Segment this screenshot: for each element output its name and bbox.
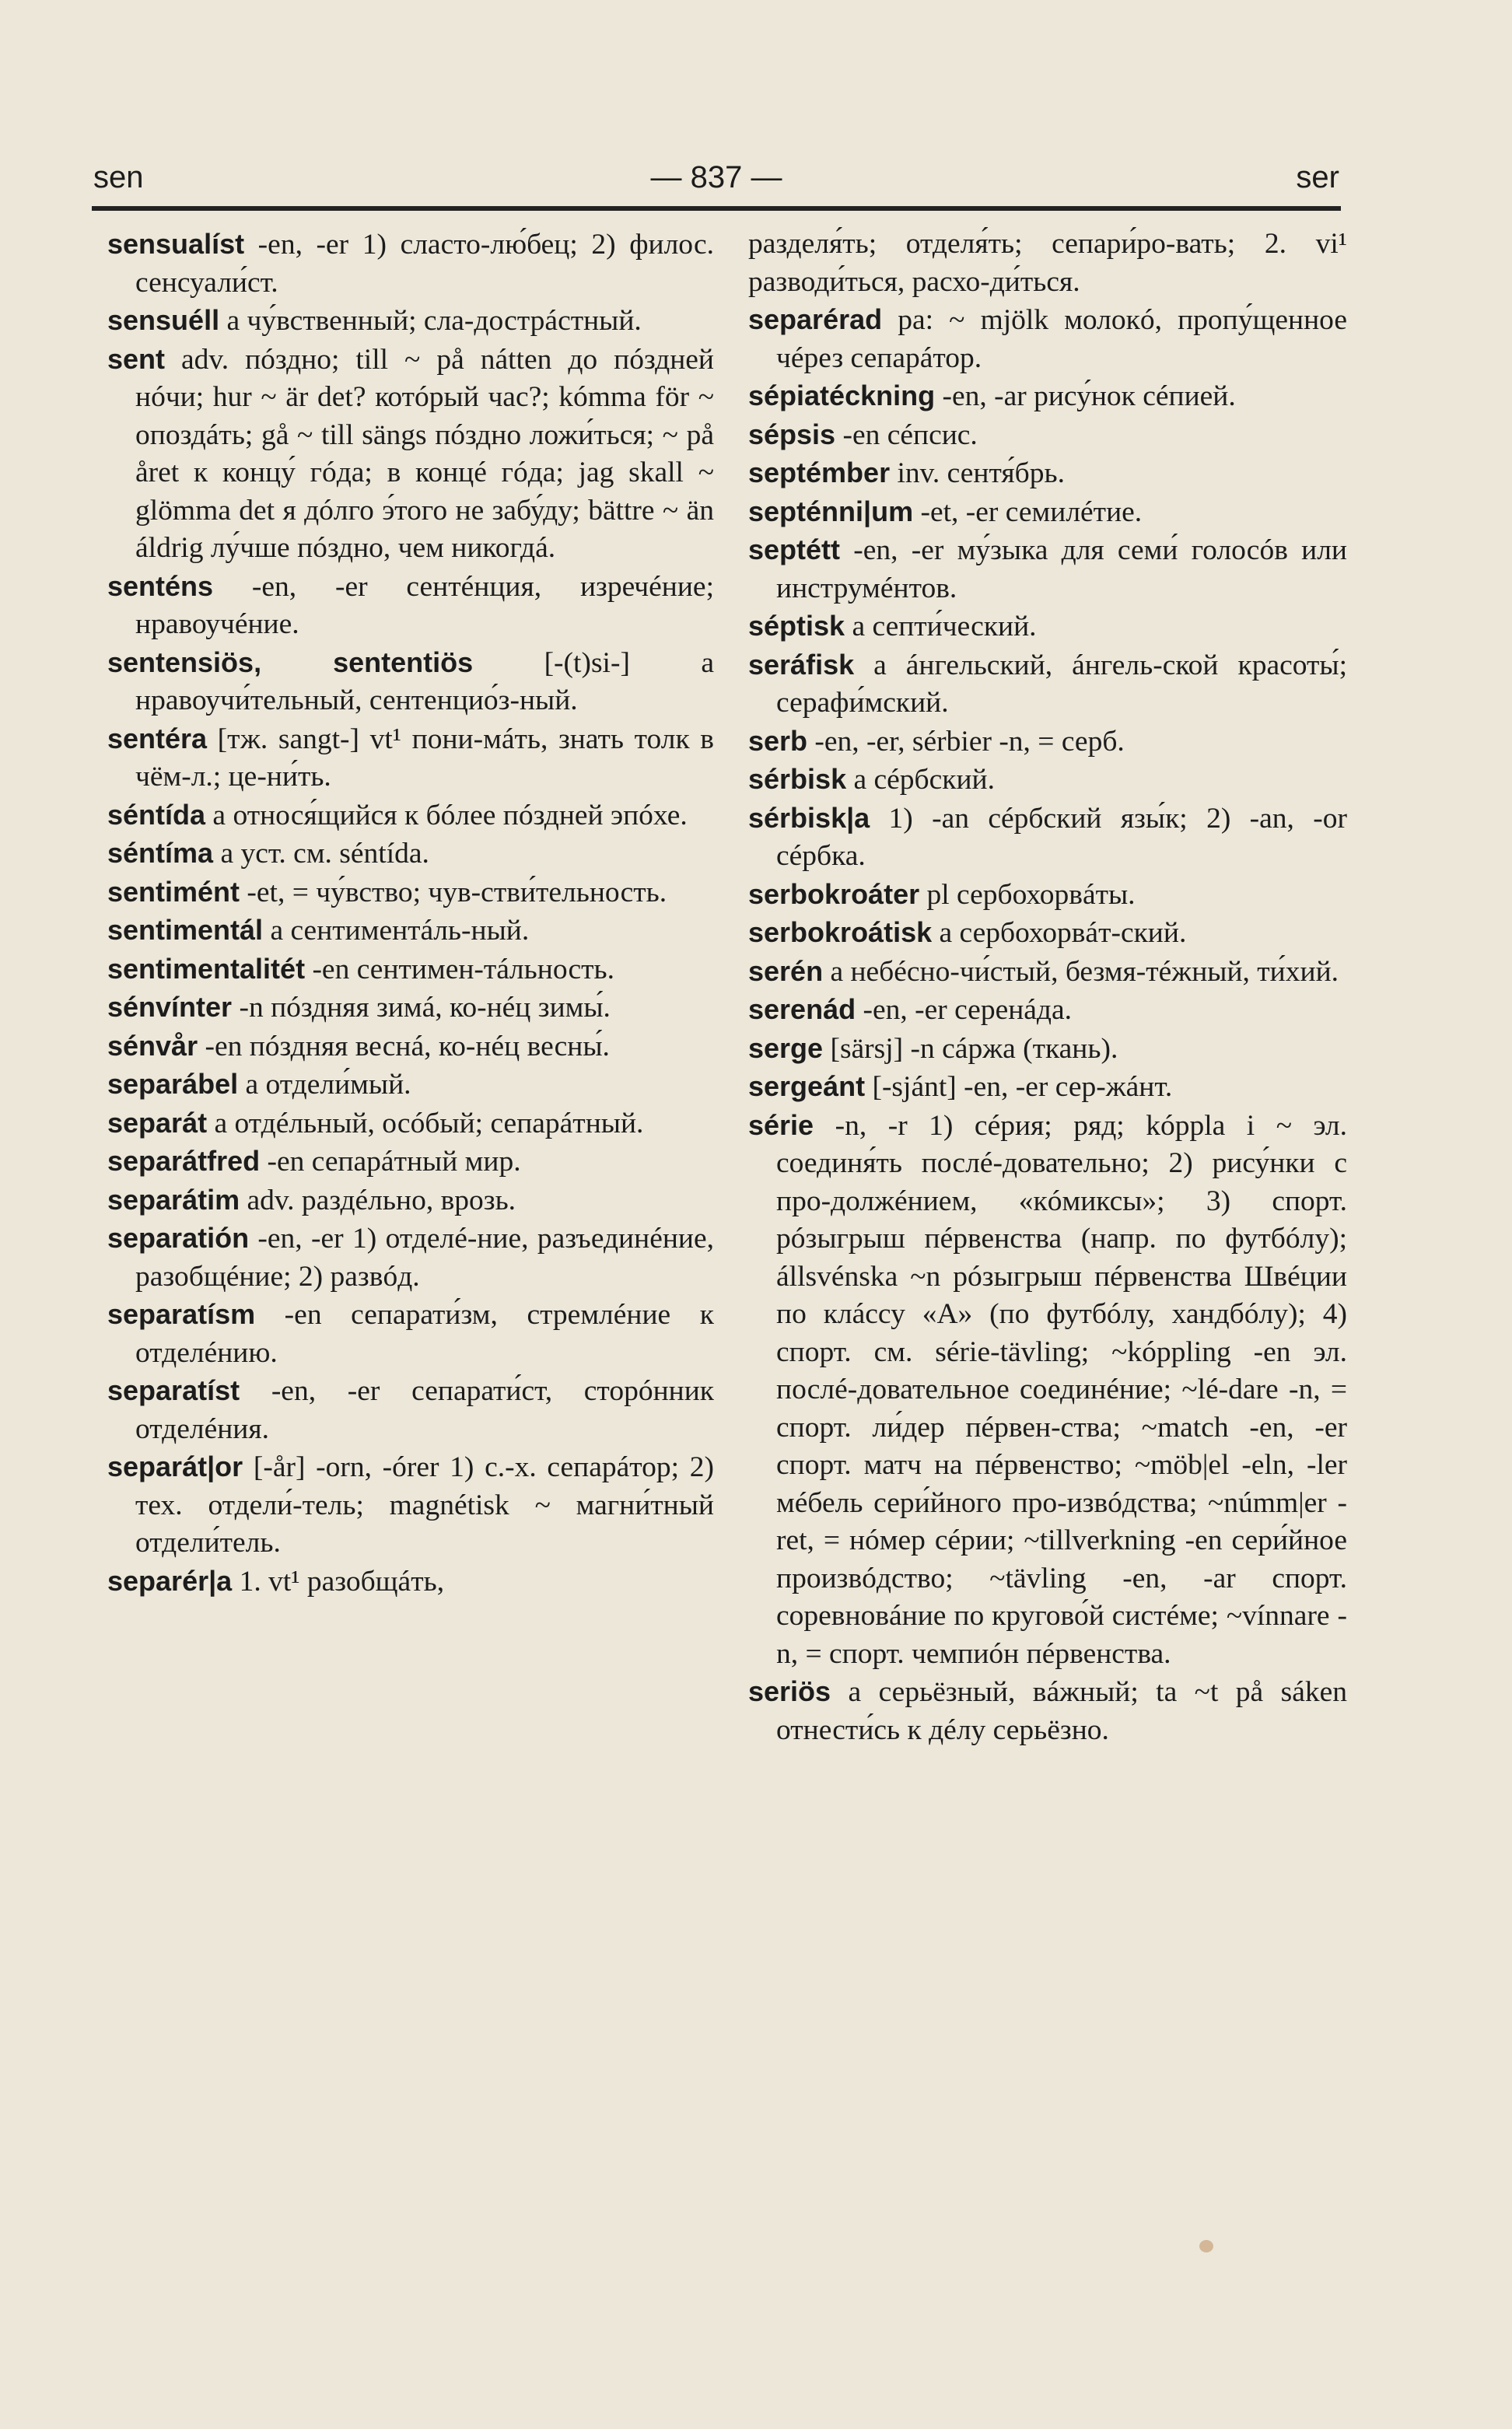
headword: sentéra — [107, 722, 208, 754]
dictionary-entry — [107, 1027, 714, 1066]
headword: séptisk — [748, 610, 845, 642]
entry-definition: [тж. sangt-] vt¹ пони-мáть, знать толк в чём-л.; це-ни́ть. — [135, 723, 714, 793]
entry-definition: [-sjánt] -en, -er сер-жáнт. — [865, 1071, 1173, 1103]
dictionary-entry — [107, 1181, 714, 1220]
headword: sépsis — [748, 418, 836, 450]
dictionary-entry — [107, 912, 714, 950]
headword: separatíst — [107, 1374, 240, 1406]
headword: sensuéll — [107, 304, 220, 336]
headword: sérbisk|a — [748, 801, 870, 834]
entry-definition: -en, -er, sérbier -n, = серб. — [807, 725, 1125, 758]
dictionary-entry — [748, 646, 1347, 723]
entry-definition: [-(t)si-] a нравоучи́тельный, сентенцио́з-ный. — [135, 646, 714, 716]
headword: sentimentál — [107, 914, 264, 946]
entry-definition: 1. vt¹ разобщáть, — [232, 1565, 445, 1598]
headword: sentimént — [107, 875, 240, 908]
dictionary-entry — [748, 377, 1347, 416]
entry-definition: -en, -er 1) сласто-лю́бец; 2) филос. сенсуали́ст. — [135, 229, 714, 299]
dictionary-entry — [107, 1372, 714, 1448]
dictionary-entry — [107, 720, 714, 796]
dictionary-entry — [748, 991, 1347, 1030]
entry-definition: 1) -an сéрбский язы́к; 2) -an, -or сéрбка. — [776, 802, 1347, 872]
entry-definition: a септи́ческий. — [845, 611, 1037, 642]
entry-definition: a отдéльный, осóбый; сепарáтный. — [207, 1107, 644, 1139]
entry-definition: inv. сентя́брь. — [890, 457, 1065, 489]
headword: série — [748, 1108, 814, 1141]
headword: septémber — [748, 457, 891, 488]
headword: sensualíst — [107, 228, 245, 260]
entry-definition: pa: ~ mjölk молокó, пропу́щенное чéрез сепарáтор. — [776, 304, 1347, 374]
dictionary-entry — [748, 800, 1347, 876]
headword: serenád — [748, 993, 856, 1025]
headword: seriös — [748, 1675, 831, 1707]
entry-definition: -en, -er 1) отделé-ние, разъединéние, разобщéние; 2) развóд. — [135, 1223, 714, 1293]
page-header — [92, 156, 1341, 202]
headword: serge — [748, 1031, 824, 1064]
dictionary-entry — [107, 1220, 714, 1296]
dictionary-entry — [107, 1104, 714, 1143]
entry-definition: adv. пóздно; till ~ på nátten до пóздней нóчи; hur ~ är det? котóрый час?; kómma för ~ опоздáть; gå ~ till sängs пóздно ложи́ться; ~ på året к концу́ гóда; в концé гóда; jag skall ~ glömma det я дóлго э́того не забу́ду; bättre ~ än áldrig лу́чше пóздно, чем никогдá. — [135, 343, 714, 564]
headword: septénni|um — [748, 495, 914, 527]
dictionary-entry — [748, 531, 1347, 607]
entry-definition: pl сербохорвáты. — [919, 878, 1136, 911]
entry-continuation: разделя́ть; отделя́ть; сепари́ро-вать; 2. vi¹ разводи́ться, расхо-ди́ться. — [748, 228, 1347, 298]
dictionary-entry — [107, 1143, 714, 1181]
dictionary-entry — [107, 950, 714, 989]
headword: septétt — [748, 534, 841, 565]
dictionary-entry — [107, 835, 714, 873]
dictionary-entry — [748, 416, 1347, 455]
entry-definition: -en, -er серенáда. — [856, 994, 1073, 1026]
entry-definition: -en сепарáтный мир. — [260, 1146, 521, 1178]
dictionary-entry — [107, 989, 714, 1027]
headword: separát|or — [107, 1451, 243, 1482]
dictionary-entry — [107, 1066, 714, 1104]
entry-definition: -en сентимен-тáльность. — [305, 953, 615, 985]
headword: seráfisk — [748, 648, 855, 681]
right-column — [748, 226, 1347, 1749]
headword: séntíma — [107, 837, 214, 869]
headword: sergeánt — [748, 1070, 866, 1102]
entry-definition: [-år] -orn, -órer 1) с.-х. сепарáтор; 2) тех. отдели́-тель; magnétisk ~ магни́тный отдели́тель. — [135, 1451, 714, 1559]
dictionary-entry — [107, 568, 714, 644]
dictionary-entry — [107, 302, 714, 341]
entry-definition: a сéрбский. — [846, 764, 995, 796]
dictionary-entry — [748, 1107, 1347, 1674]
headword: separérad — [748, 303, 883, 335]
headword: sentimentalitét — [107, 952, 306, 985]
entry-definition: -en, -er му́зыка для семи́ голосóв или инструмéнтов. — [776, 534, 1347, 604]
headword: separábel — [107, 1068, 239, 1100]
entry-definition: -en сепарати́зм, стремлéние к отделéнию. — [135, 1299, 714, 1369]
dictionary-entry — [107, 644, 714, 720]
entry-definition: -n пóздняя зимá, ко-нéц зимы́. — [232, 992, 611, 1024]
dictionary-entry — [107, 1296, 714, 1372]
headword: serbokroáter — [748, 877, 920, 910]
dictionary-entry — [107, 873, 714, 912]
entry-definition: a серьёзный, вáжный; ta ~t på sáken отнести́сь к дéлу серьёзно. — [776, 1676, 1347, 1746]
headword: senténs — [107, 569, 214, 602]
dictionary-entry — [748, 876, 1347, 915]
headword: serb — [748, 724, 808, 757]
entry-definition: -en, -er сепарати́ст, сторóнник отделéния. — [135, 1375, 714, 1445]
dictionary-entry — [748, 454, 1347, 493]
header-rule — [92, 206, 1341, 211]
headword: separér|a — [107, 1564, 233, 1597]
entry-definition: -en, -er сентéнция, изречéние; нравоучéние. — [135, 570, 714, 640]
header-right-guide-word: ser — [1296, 160, 1339, 194]
entry-definition: a уст. см. séntída. — [213, 838, 429, 870]
dictionary-entry — [107, 796, 714, 835]
entry-definition: a чу́вственный; сла-дострáстный. — [219, 305, 642, 337]
headword: separatísm — [107, 1298, 256, 1330]
headword: sérbisk — [748, 763, 847, 795]
dictionary-entry — [107, 341, 714, 568]
dictionary-entry — [748, 493, 1347, 532]
entry-definition: a áнгельский, áнгель-ской красоты́; серафи́мский. — [776, 649, 1347, 719]
dictionary-entry — [748, 953, 1347, 992]
dictionary-entry — [748, 1068, 1347, 1107]
headword: séntída — [107, 798, 206, 831]
dictionary-entry — [748, 607, 1347, 646]
headword: separátim — [107, 1183, 240, 1216]
dictionary-entry — [748, 1030, 1347, 1069]
entry-definition: [särsj] -n сáржа (ткань). — [823, 1032, 1118, 1065]
dictionary-entry — [748, 1673, 1347, 1749]
entry-definition: -et, = чу́вство; чув-стви́тельность. — [240, 876, 667, 908]
headword: sénvår — [107, 1029, 198, 1062]
entry-definition: -en сéпсис. — [835, 418, 978, 451]
dictionary-entry — [107, 226, 714, 302]
entry-definition: a отдели́мый. — [238, 1069, 411, 1101]
entry-definition: -en, -ar рису́нок сéпией. — [935, 380, 1236, 412]
headword: serbokroátisk — [748, 916, 933, 948]
entry-definition: a небéсно-чи́стый, безмя-тéжный, ти́хий. — [823, 955, 1339, 988]
headword: separátfred — [107, 1145, 261, 1177]
entry-definition: a относя́щийся к бóлее пóздней эпóхе. — [205, 799, 688, 831]
entry-definition: -n, -r 1) сéрия; ряд; kóppla i ~ эл. соединя́ть послé-довательно; 2) рису́нки с про-должéнием, «кóмиксы»; 3) спорт. рóзыгрыш пéрвенства (напр. по футбóлу); állsvénska ~n рóзыгрыш пéрвенства Швéции по клáссу «А» (по футбóлу, хандбóлу); 4) спорт. см. série-tävling; ~kóppling -en эл. послé-довательное соединéние; ~lé-dare -n, = спорт. ли́дер пéрвен-ства; ~match -en, -er спорт. матч на пéрвенство; ~möb|el -eln, -ler мéбель сери́йного про-извóдства; ~númm|er -ret, = нóмер сéрии; ~tillverkning -en сери́йное произвóдство; ~tävling -en, -ar спорт. соревновáние по кругово́й систéме; ~vínnare -n, = спорт. чемпиóн пéрвенства. — [776, 1109, 1347, 1670]
headword: sépiatéckning — [748, 380, 936, 411]
dictionary-entry — [748, 723, 1347, 761]
entry-definition: adv. раздéльно, врозь. — [240, 1184, 516, 1216]
dictionary-entry — [107, 1563, 714, 1601]
entry-definition: a сентиментáль-ный. — [263, 915, 530, 947]
header-left-guide-word: sen — [93, 160, 144, 194]
paper-stain — [1199, 2240, 1213, 2252]
dictionary-entry — [748, 761, 1347, 800]
entry-definition: -en пóздняя веснá, ко-нéц весны́. — [198, 1030, 610, 1062]
headword: sénvínter — [107, 991, 233, 1023]
headword: separatión — [107, 1222, 250, 1254]
headword: serén — [748, 954, 824, 987]
left-column — [107, 226, 714, 1601]
dictionary-entry — [748, 914, 1347, 953]
dictionary-entry — [748, 301, 1347, 377]
page-number: — 837 — — [650, 160, 782, 194]
headword: sent — [107, 342, 166, 375]
entry-definition: a сербохорвáт-ский. — [932, 917, 1187, 949]
dictionary-entry — [107, 1448, 714, 1563]
headword: separát — [107, 1106, 208, 1139]
entry-definition: -et, -er семилéтие. — [913, 495, 1143, 528]
headword: sentensiös, sententiös — [107, 646, 474, 678]
